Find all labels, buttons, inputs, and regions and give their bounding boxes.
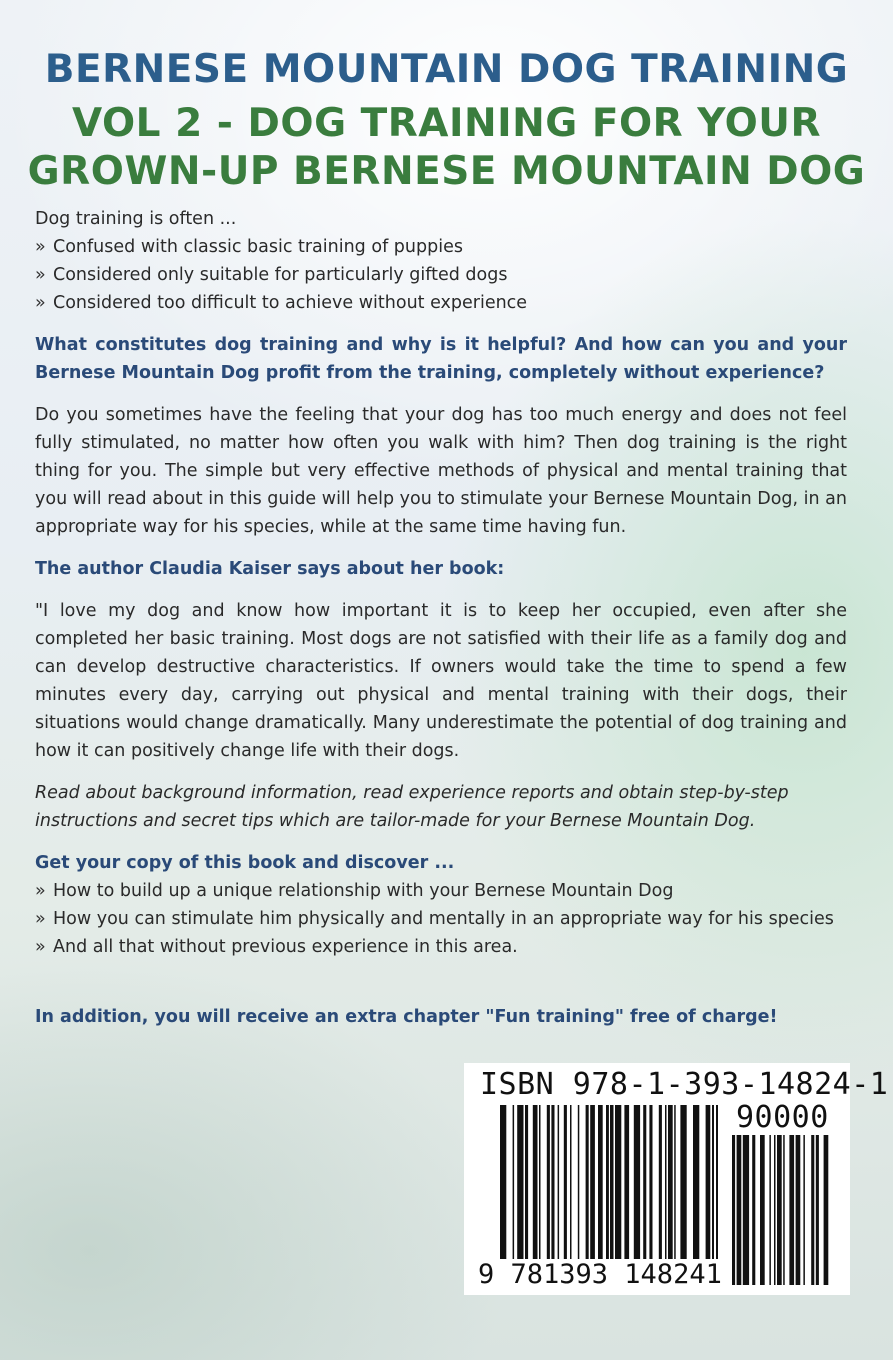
bullet-marker-icon: » (35, 881, 46, 901)
discover-bullet-list (35, 877, 847, 961)
list-item (35, 905, 847, 933)
author-quote: "I love my dog and know how important it is to keep her occupied, even after she completed her basic training. Most dogs are not satisfied with their life as a family dog and can develop destructive characteristics. If owners would take the time to spend a few minutes every day, carrying out physical and mental training with their dogs, their situations would change dramatically. Many underestimate the potential of dog training and how it can positively change life with their dogs. (35, 601, 847, 761)
bonus-note: In addition, you will receive an extra chapter "Fun training" free of charge! (35, 1007, 778, 1027)
bullet-marker-icon: » (35, 909, 46, 929)
intro-bullet-list (35, 233, 847, 317)
title-line-2: VOL 2 - DOG TRAINING FOR YOUR (72, 101, 821, 146)
barcode-addon-digits: 90000 (736, 1100, 829, 1135)
author-heading: The author Claudia Kaiser says about her book: (35, 559, 505, 579)
bullet-marker-icon: » (35, 265, 46, 285)
list-item (35, 233, 847, 261)
bullet-text: Considered only suitable for particularly gifted dogs (53, 265, 508, 285)
title-line-3: GROWN-UP BERNESE MOUNTAIN DOG (27, 149, 866, 194)
discover-heading: Get your copy of this book and discover ... (35, 853, 455, 873)
bullet-marker-icon: » (35, 937, 46, 957)
back-cover-text (35, 205, 847, 1031)
intro-lead: Dog training is often ... (35, 209, 237, 229)
bullet-text: Confused with classic basic training of puppies (53, 237, 463, 257)
list-item (35, 877, 847, 905)
paragraph-stimulation: Do you sometimes have the feeling that your dog has too much energy and does not feel fully stimulated, no matter how often you walk with him? Then dog training is the right thing for you. The simple but very effective methods of physical and mental training that you will read about in this guide will help you to stimulate your Bernese Mountain Dog, in an appropriate way for his species, while at the same time having fun. (35, 405, 847, 537)
isbn-label: ISBN 978-1-393-14824-1 (480, 1067, 889, 1102)
list-item (35, 261, 847, 289)
bullet-marker-icon: » (35, 237, 46, 257)
list-item (35, 289, 847, 317)
bullet-text: How to build up a unique relationship with your Bernese Mountain Dog (53, 881, 674, 901)
bullet-text: And all that without previous experience in this area. (53, 937, 518, 957)
isbn-barcode (464, 1063, 889, 1295)
italic-paragraph: Read about background information, read experience reports and obtain step-by-step instructions and secret tips which are tailor-made for your Bernese Mountain Dog. (35, 783, 789, 831)
title-line-1: BERNESE MOUNTAIN DOG TRAINING (44, 47, 849, 92)
question-heading: What constitutes dog training and why is it helpful? And how can you and your Bernese Mountain Dog profit from the training, completely without experience? (35, 335, 847, 383)
bullet-text: How you can stimulate him physically and mentally in an appropriate way for his species (53, 909, 834, 929)
ean-digits: 9 781393 148241 (478, 1259, 722, 1290)
list-item (35, 933, 847, 961)
bullet-text: Considered too difficult to achieve without experience (53, 293, 528, 313)
bullet-marker-icon: » (35, 293, 46, 313)
